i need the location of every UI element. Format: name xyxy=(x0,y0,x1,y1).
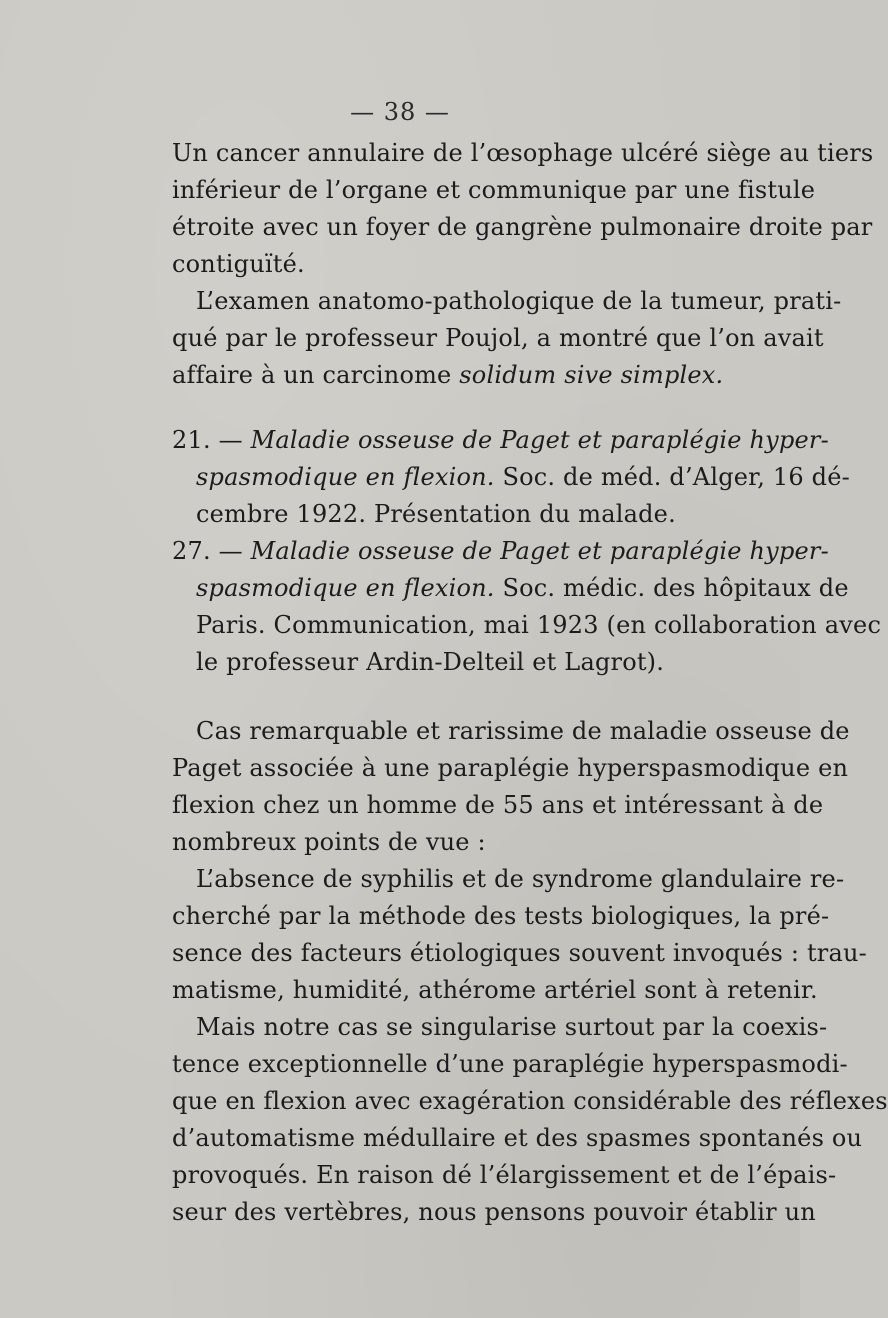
text-line: d’automatisme médullaire et des spasmes spontanés ou xyxy=(172,1124,863,1152)
paragraph-1 xyxy=(172,135,874,283)
text-line: Cas remarquable et rarissime de maladie osseuse de xyxy=(196,717,850,745)
text-line xyxy=(172,357,762,394)
text-line: Mais notre cas se singularise surtout par la coexis- xyxy=(196,1013,828,1041)
item-source: Soc. médic. des hôpitaux de xyxy=(494,574,849,602)
paragraph-2 xyxy=(172,283,842,394)
text-line: nombreux points de vue : xyxy=(172,828,486,856)
text-line xyxy=(172,533,829,570)
text-line: contiguïté. xyxy=(172,250,305,278)
text-line: le professeur Ardin-Delteil et Lagrot). xyxy=(196,648,665,676)
item-title: Maladie osseuse de Paget et paraplégie hyper- xyxy=(250,537,829,565)
italic-term: solidum sive simplex. xyxy=(459,361,724,389)
item-title: spasmodique en flexion. xyxy=(196,574,495,602)
item-title: spasmodique en flexion. xyxy=(196,463,495,491)
text-line: provoqués. En raison dé l’élargissement et de l’épais- xyxy=(172,1161,837,1189)
spacer xyxy=(172,394,762,422)
text-line: matisme, humidité, athérome artériel sont à retenir. xyxy=(172,976,818,1004)
text-span: affaire à un carcinome xyxy=(172,361,460,389)
text-line xyxy=(172,459,850,496)
text-line: sence des facteurs étiologiques souvent invoqués : trau- xyxy=(172,939,867,967)
item-number: 27. — xyxy=(172,537,251,565)
text-line: qué par le professeur Poujol, a montré que l’on avait xyxy=(172,324,824,352)
text-line: étroite avec un foyer de gangrène pulmonaire droite par xyxy=(172,213,873,241)
paragraph-3 xyxy=(172,713,850,861)
text-line: inférieur de l’organe et communique par une fistule xyxy=(172,176,816,204)
item-source: Soc. de méd. d’Alger, 16 dé- xyxy=(494,463,850,491)
text-line: Paget associée à une paraplégie hyperspasmodique en xyxy=(172,754,849,782)
text-line: tence exceptionnelle d’une paraplégie hyperspasmodi- xyxy=(172,1050,848,1078)
text-line: L’examen anatomo-pathologique de la tumeur, prati- xyxy=(196,287,842,315)
spacer xyxy=(172,681,762,713)
text-line: que en flexion avec exagération considérable des réflexes xyxy=(172,1087,888,1115)
page-body xyxy=(172,135,888,1231)
paragraph-4 xyxy=(172,861,867,1009)
text-line: Paris. Communication, mai 1923 (en collaboration avec xyxy=(196,611,882,639)
item-number: 21. — xyxy=(172,426,251,454)
text-line: Un cancer annulaire de l’œsophage ulcéré siège au tiers xyxy=(172,139,874,167)
paragraph-5 xyxy=(172,1009,888,1231)
text-line: L’absence de syphilis et de syndrome glandulaire re- xyxy=(196,865,845,893)
text-line: cherché par la méthode des tests biologiques, la pré- xyxy=(172,902,830,930)
bibliography-item-27 xyxy=(172,533,882,681)
bibliography-item-21 xyxy=(172,422,850,533)
text-line xyxy=(172,570,849,607)
text-line: seur des vertèbres, nous pensons pouvoir établir un xyxy=(172,1198,816,1226)
item-title: Maladie osseuse de Paget et paraplégie hyper- xyxy=(250,426,829,454)
text-line xyxy=(172,422,829,459)
text-line: cembre 1922. Présentation du malade. xyxy=(196,500,676,528)
text-line: flexion chez un homme de 55 ans et intéressant à de xyxy=(172,791,824,819)
page-number: — 38 — xyxy=(350,98,450,126)
